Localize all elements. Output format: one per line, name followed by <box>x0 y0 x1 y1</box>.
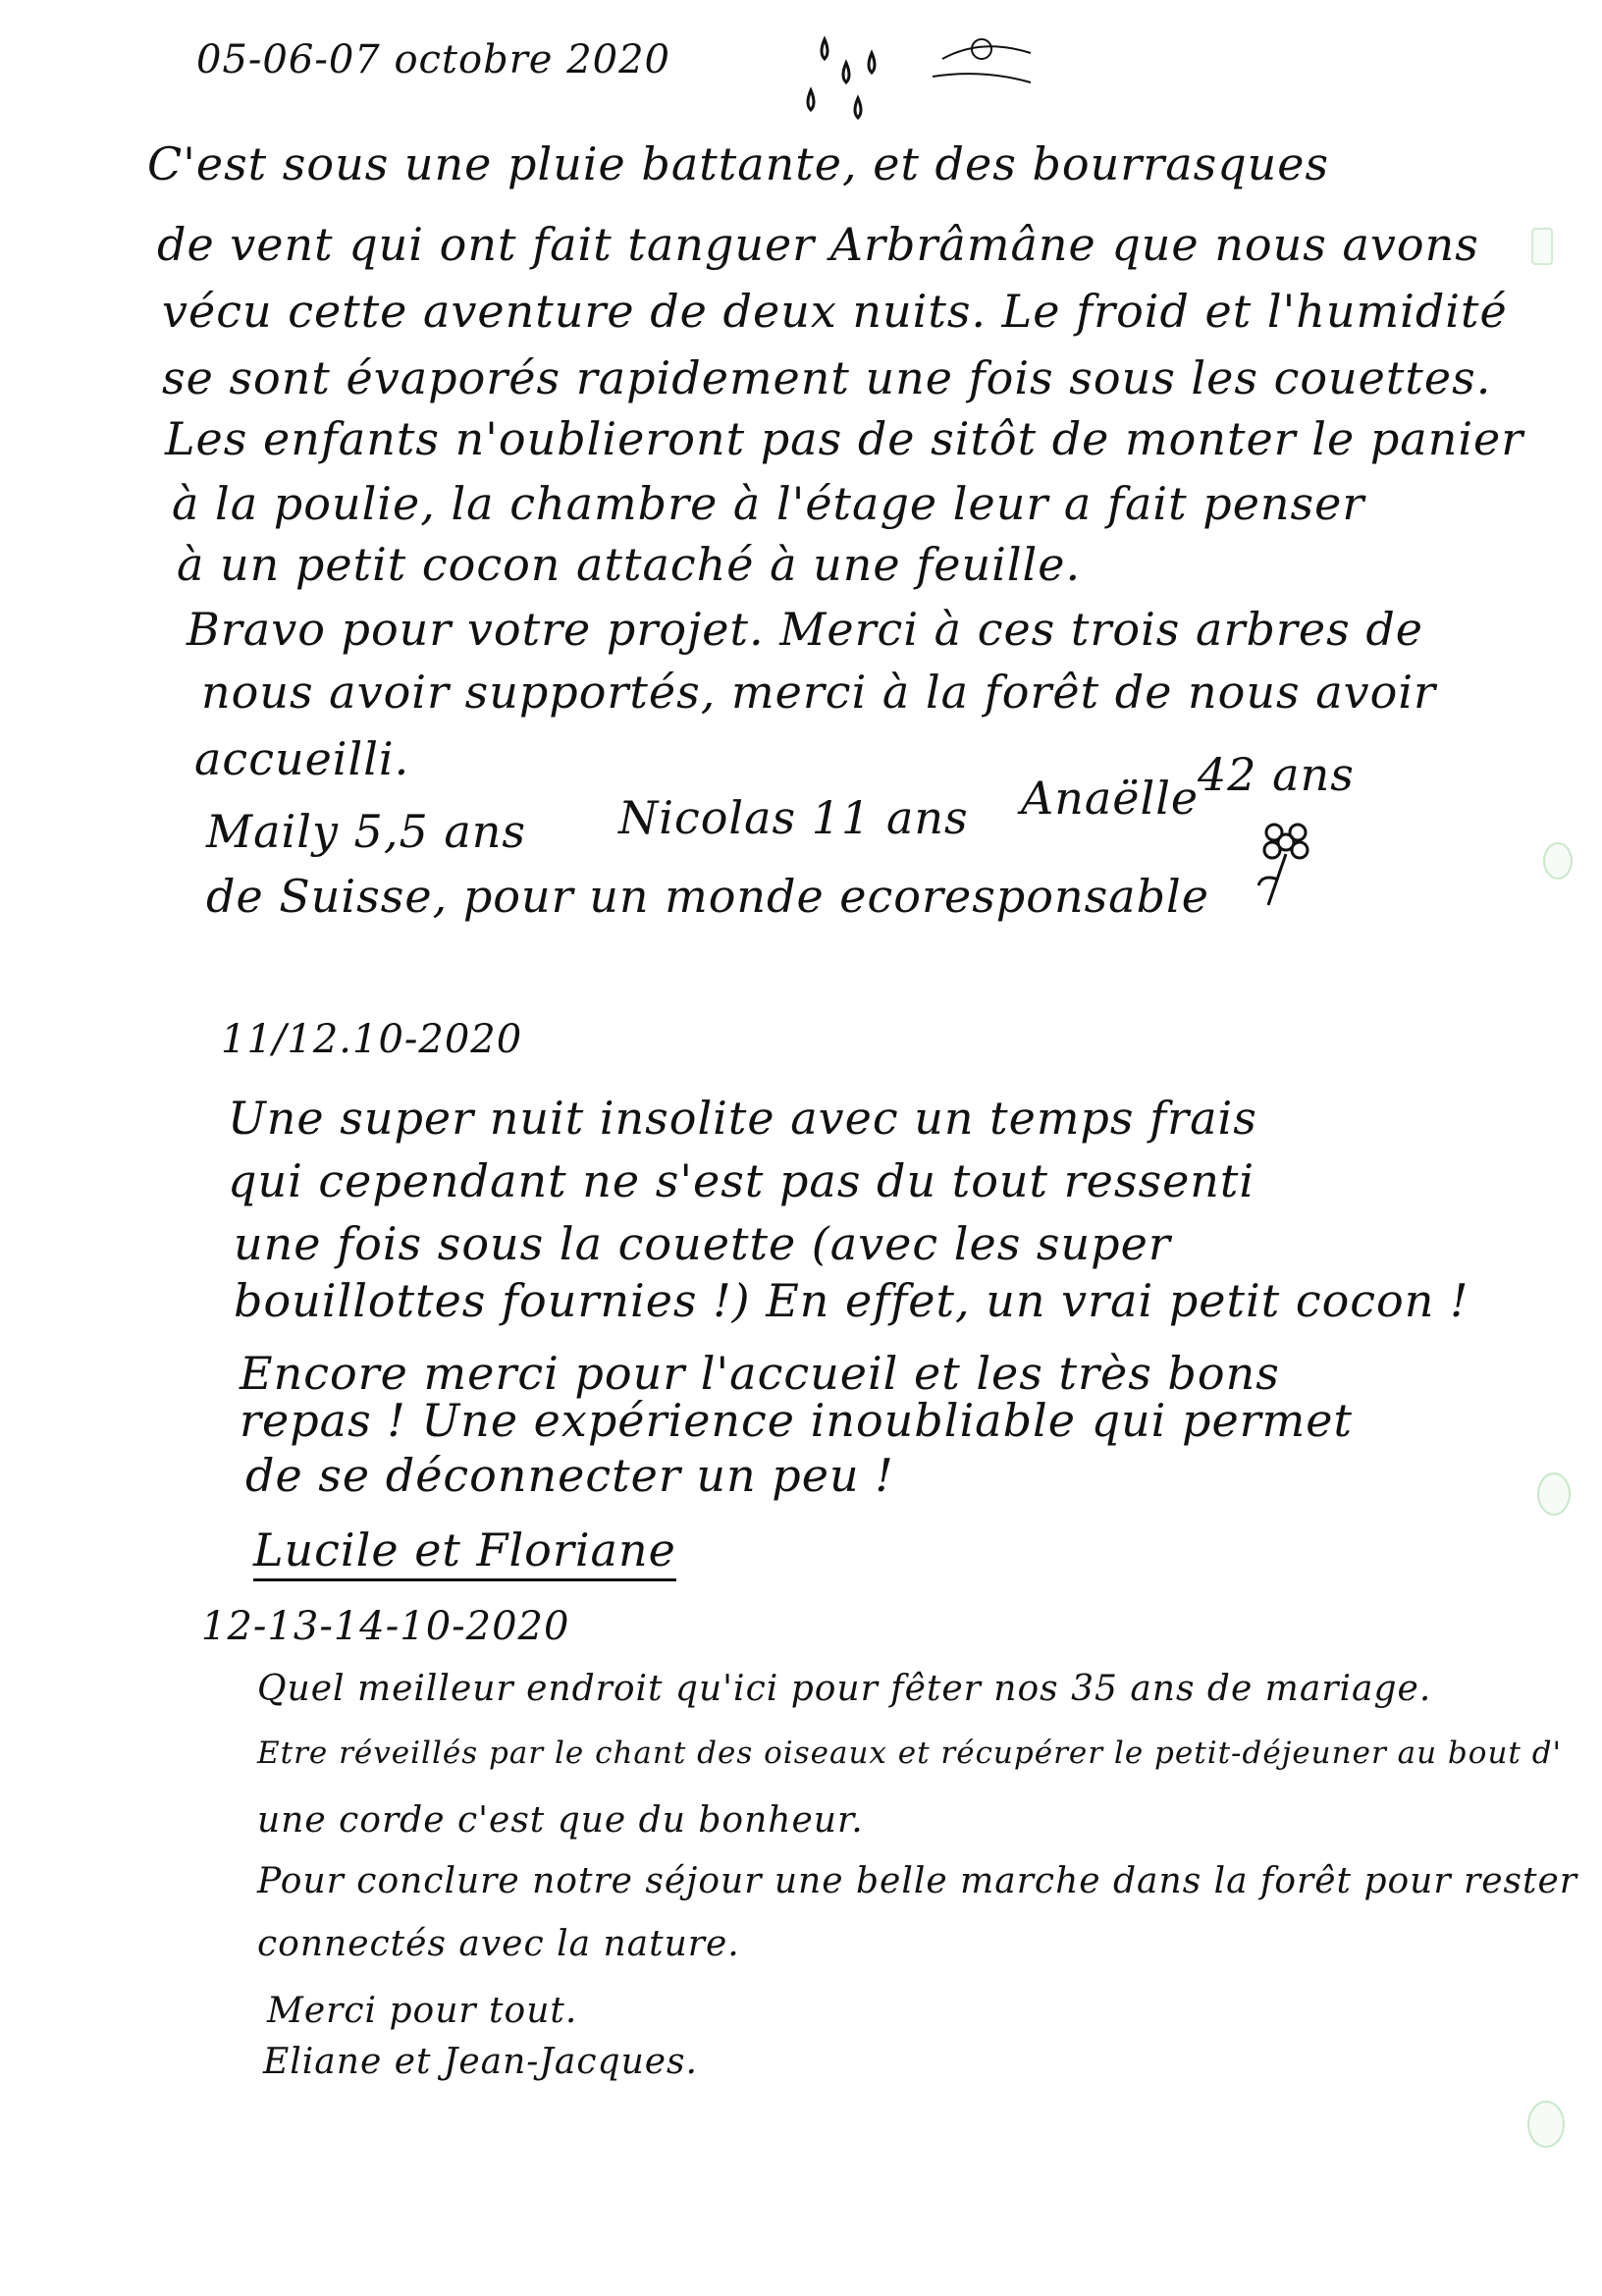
entry-3-line: une corde c'est que du bonheur. <box>257 1800 864 1841</box>
punch-hole <box>1527 2101 1565 2148</box>
binder-tab-mark <box>1531 228 1553 265</box>
entry-3-line: Merci pour tout. <box>267 1991 578 2031</box>
entry-2-line: une fois sous la couette (avec les super <box>234 1217 1171 1270</box>
signature-maily: Maily 5,5 ans <box>206 805 526 858</box>
entry-1-line: se sont évaporés rapidement une fois sous les couettes. <box>162 351 1492 404</box>
punch-hole <box>1537 1472 1571 1516</box>
entry-1-line: vécu cette aventure de deux nuits. Le froid et l'humidité <box>162 285 1508 338</box>
entry-1-line: C'est sous une pluie battante, et des bourrasques <box>147 137 1330 190</box>
entry-2-signature: Lucile et Floriane <box>253 1523 676 1581</box>
signature-anaelle-age: 42 ans <box>1198 748 1355 801</box>
entry-3-line: Pour conclure notre séjour une belle marche dans la forêt pour rester <box>257 1861 1577 1901</box>
entry-3-line: Quel meilleur endroit qu'ici pour fêter nos 35 ans de mariage. <box>257 1669 1432 1709</box>
flower-doodle-icon <box>1247 815 1325 913</box>
entry-1-line: nous avoir supportés, merci à la forêt de nous avoir <box>201 666 1437 719</box>
entry-3-line: connectés avec la nature. <box>257 1924 740 1964</box>
entry-2-line: repas ! Une expérience inoubliable qui permet <box>240 1394 1353 1447</box>
entry-2-line: Encore merci pour l'accueil et les très bons <box>240 1347 1280 1400</box>
entry-1-origin: de Suisse, pour un monde ecoresponsable <box>206 870 1209 923</box>
signature-anaelle: Anaëlle <box>1021 772 1200 825</box>
entry-1-line: à la poulie, la chambre à l'étage leur a fait penser <box>172 477 1365 530</box>
entry-2-line: bouillottes fournies !) En effet, un vrai petit cocon ! <box>234 1274 1469 1327</box>
entry-2-line: qui cependant ne s'est pas du tout ressenti <box>228 1154 1255 1207</box>
entry-2-date: 11/12.10-2020 <box>221 1017 523 1062</box>
entry-1-line: Bravo pour votre projet. Merci à ces trois arbres de <box>187 603 1423 656</box>
raindrops-doodle-icon <box>785 20 1041 128</box>
entry-1-line: accueilli. <box>194 732 410 785</box>
entry-3-line: Eliane et Jean-Jacques. <box>263 2042 698 2082</box>
entry-3-date: 12-13-14-10-2020 <box>201 1604 570 1649</box>
entry-3-line: Etre réveillés par le chant des oiseaux et récupérer le petit-déjeuner au bout d' <box>257 1735 1563 1771</box>
entry-1-date: 05-06-07 octobre 2020 <box>196 37 670 82</box>
signature-nicolas: Nicolas 11 ans <box>618 791 969 844</box>
entry-1-line: à un petit cocon attaché à une feuille. <box>177 538 1082 591</box>
entry-2-line: de se déconnecter un peu ! <box>245 1449 894 1502</box>
entry-1-line: de vent qui ont fait tanguer Arbrâmâne que nous avons <box>157 218 1479 271</box>
entry-1-line: Les enfants n'oublieront pas de sitôt de monter le panier <box>165 412 1524 465</box>
entry-2-line: Une super nuit insolite avec un temps frais <box>228 1092 1257 1145</box>
punch-hole <box>1543 842 1573 880</box>
